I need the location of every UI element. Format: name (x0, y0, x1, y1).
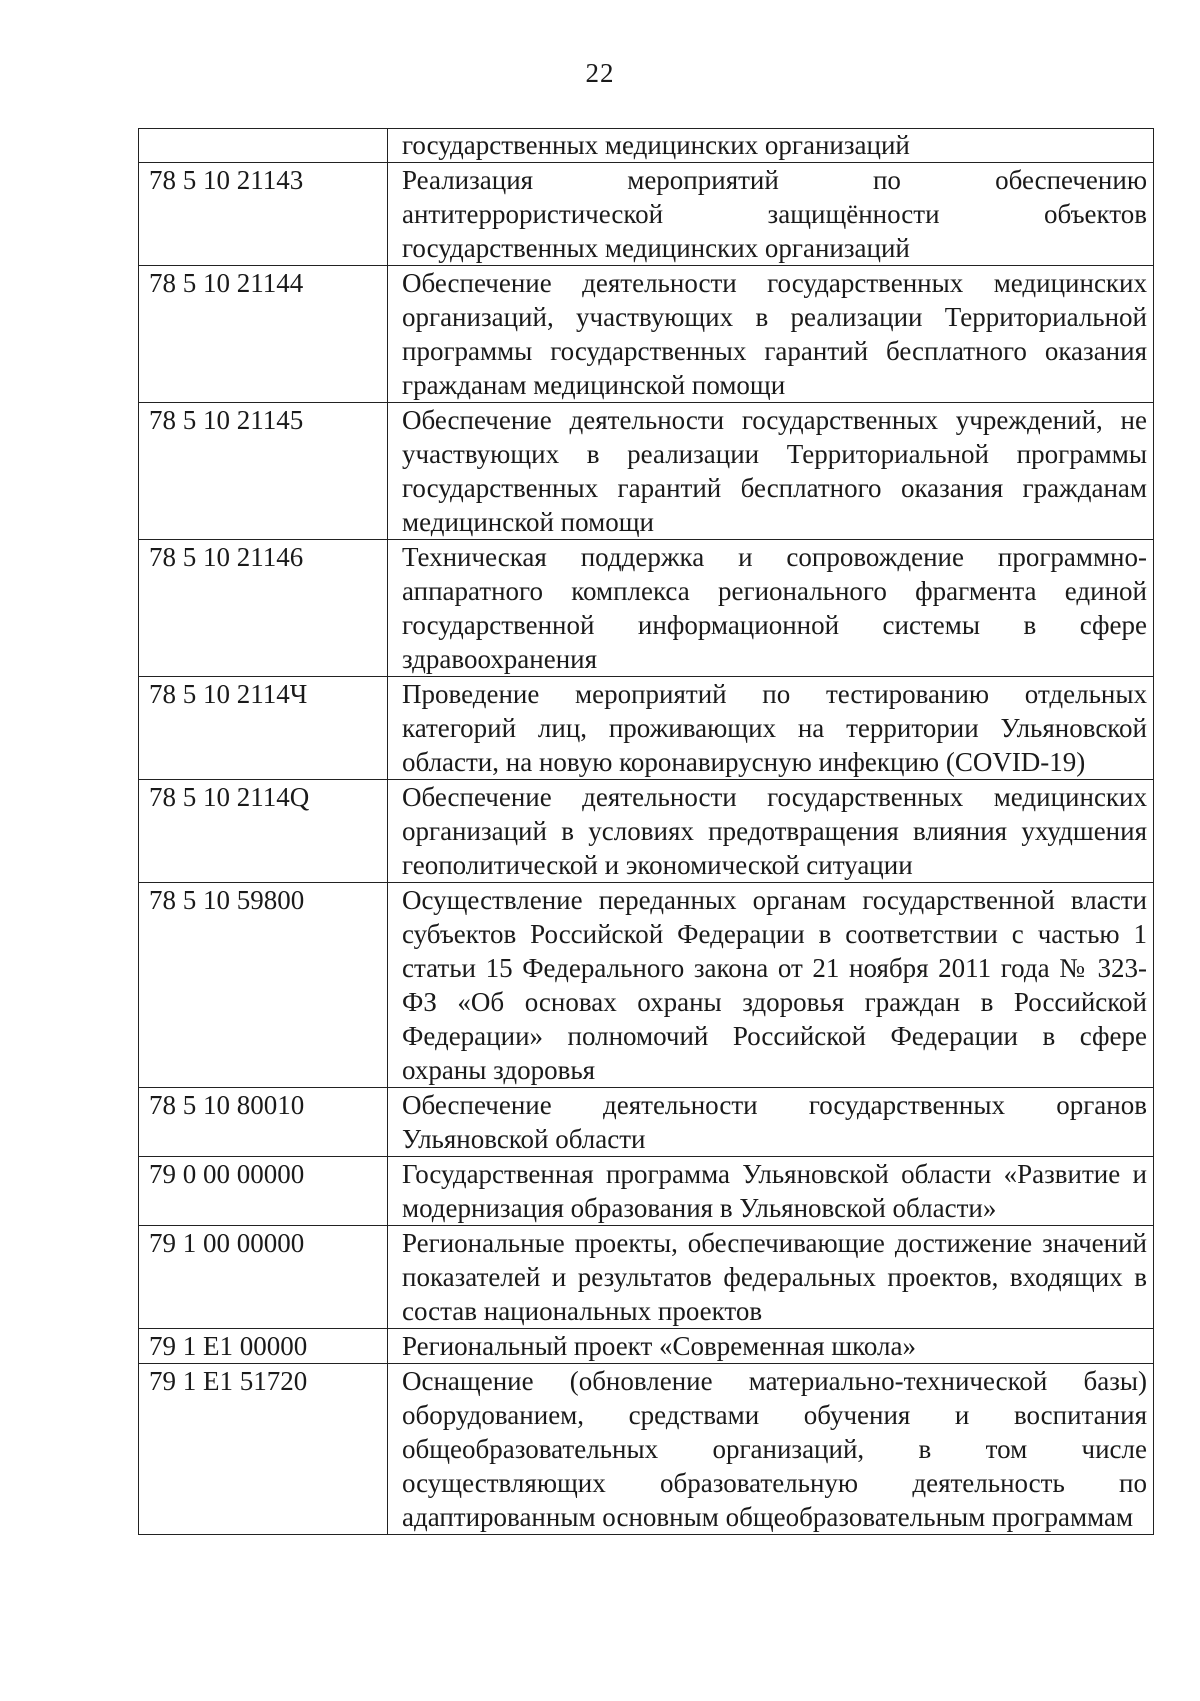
description-cell: Обеспечение деятельности государственных медицинских организаций, участвующих в реализации Территориальной программы государственных гарантий бесплатного оказания гражданам медицинской помощи (388, 266, 1154, 403)
table-row (139, 163, 1154, 266)
table-row (139, 266, 1154, 403)
description-cell: Государственная программа Ульяновской области «Развитие и модернизация образования в Ульяновской области» (388, 1157, 1154, 1226)
code-cell: 78 5 10 21143 (139, 163, 388, 266)
description-cell: Обеспечение деятельности государственных учреждений, не участвующих в реализации Территориальной программы государственных гарантий бесплатного оказания гражданам медицинской помощи (388, 403, 1154, 540)
code-cell: 78 5 10 21144 (139, 266, 388, 403)
description-cell: Региональные проекты, обеспечивающие достижение значений показателей и результатов федеральных проектов, входящих в состав национальных проектов (388, 1226, 1154, 1329)
description-cell: государственных медицинских организаций (388, 129, 1154, 163)
table-row (139, 540, 1154, 677)
description-cell: Региональный проект «Современная школа» (388, 1329, 1154, 1364)
page-number: 22 (585, 58, 615, 88)
description-cell: Реализация мероприятий по обеспечению антитеррористической защищённости объектов государственных медицинских организаций (388, 163, 1154, 266)
code-cell: 78 5 10 21145 (139, 403, 388, 540)
description-cell: Обеспечение деятельности государственных медицинских организаций в условиях предотвращения влияния ухудшения геополитической и экономической ситуации (388, 780, 1154, 883)
description-cell: Оснащение (обновление материально-технической базы) оборудованием, средствами обучения и воспитания общеобразовательных организаций, в том числе осуществляющих образовательную деятельность по адаптированным основным общеобразовательным программам (388, 1364, 1154, 1535)
code-cell: 78 5 10 2114Q (139, 780, 388, 883)
description-cell: Проведение мероприятий по тестированию отдельных категорий лиц, проживающих на территории Ульяновской области, на новую коронавирусную инфекцию (COVID-19) (388, 677, 1154, 780)
code-cell: 78 5 10 2114Ч (139, 677, 388, 780)
table-row (139, 1226, 1154, 1329)
code-cell: 79 0 00 00000 (139, 1157, 388, 1226)
code-cell: 78 5 10 21146 (139, 540, 388, 677)
code-cell (139, 129, 388, 163)
budget-classification-table (138, 128, 1154, 1535)
code-cell: 78 5 10 59800 (139, 883, 388, 1088)
description-cell: Обеспечение деятельности государственных органов Ульяновской области (388, 1088, 1154, 1157)
table-row (139, 780, 1154, 883)
code-cell: 79 1 E1 51720 (139, 1364, 388, 1535)
code-cell: 78 5 10 80010 (139, 1088, 388, 1157)
table-row (139, 1364, 1154, 1535)
description-cell: Техническая поддержка и сопровождение программно-аппаратного комплекса регионального фрагмента единой государственной информационной системы в сфере здравоохранения (388, 540, 1154, 677)
table-row (139, 677, 1154, 780)
table-row (139, 1329, 1154, 1364)
table-row (139, 883, 1154, 1088)
code-cell: 79 1 E1 00000 (139, 1329, 388, 1364)
description-cell: Осуществление переданных органам государственной власти субъектов Российской Федерации в соответствии с частью 1 статьи 15 Федерального закона от 21 ноября 2011 года № 323-ФЗ «Об основах охраны здоровья граждан в Российской Федерации» полномочий Российской Федерации в сфере охраны здоровья (388, 883, 1154, 1088)
code-cell: 79 1 00 00000 (139, 1226, 388, 1329)
table-row (139, 1088, 1154, 1157)
table-row (139, 403, 1154, 540)
table-row (139, 1157, 1154, 1226)
table-row (139, 129, 1154, 163)
